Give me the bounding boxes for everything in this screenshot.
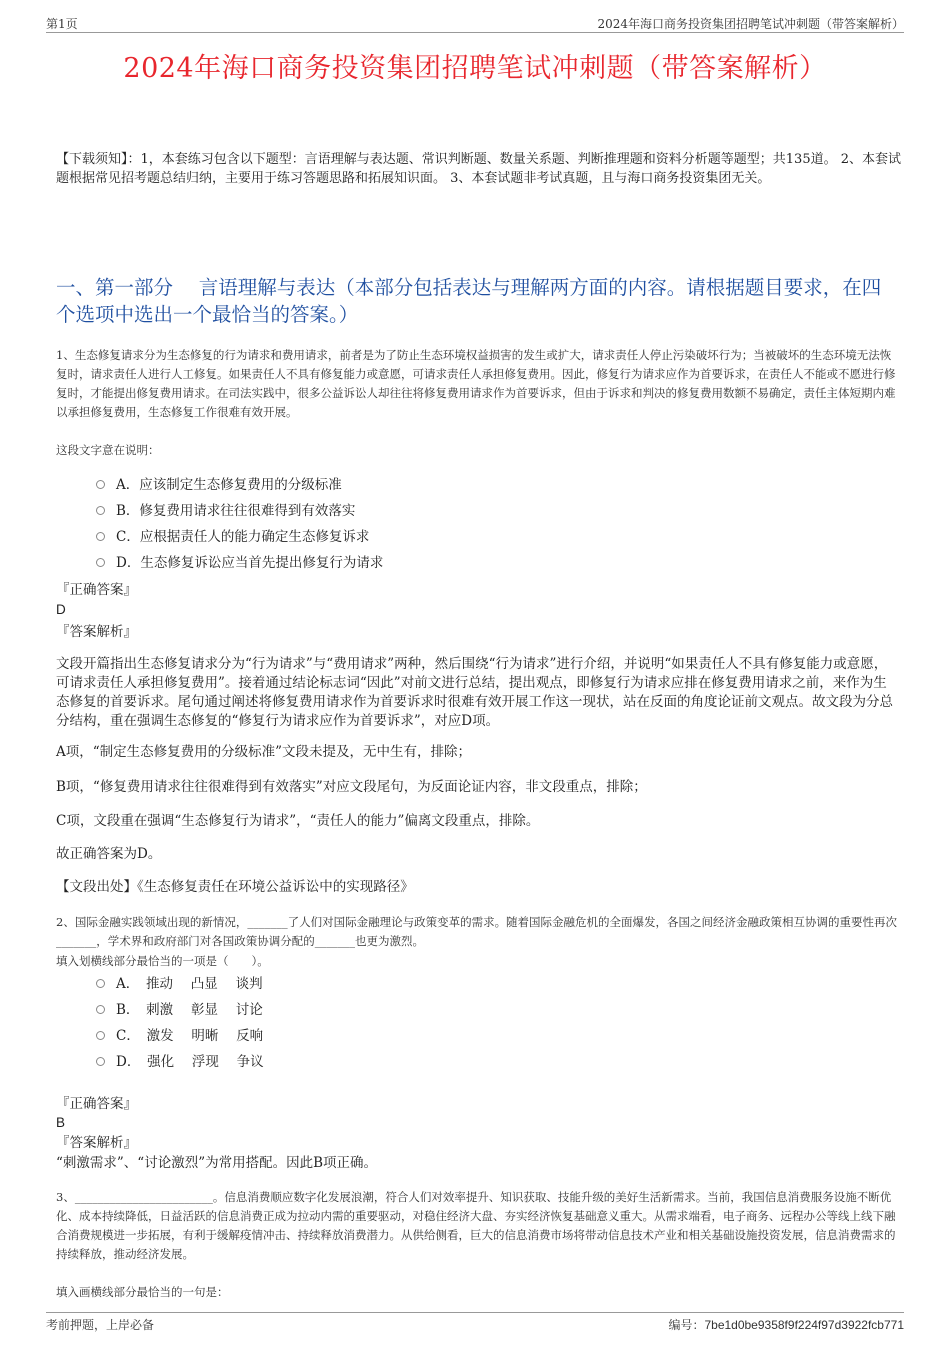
- answer-value: D: [56, 602, 66, 617]
- document-title: 2024年海口商务投资集团招聘笔试冲刺题（带答案解析）: [123, 53, 827, 84]
- question-3-prompt: 填入画横线部分最恰当的一句是：: [56, 1285, 229, 1299]
- option-b[interactable]: [96, 997, 264, 1023]
- radio-icon[interactable]: [96, 1031, 105, 1040]
- option-c[interactable]: [96, 524, 383, 550]
- option-label: C． 激发 明晰 反响: [116, 1028, 264, 1044]
- option-d[interactable]: [96, 550, 383, 576]
- option-label: B． 刺激 彰显 讨论: [116, 1002, 263, 1018]
- analysis-label: 『答案解析』: [56, 1135, 137, 1151]
- passage-source: 【文段出处】《生态修复责任在环境公益诉讼中的实现路径》: [56, 879, 414, 895]
- radio-icon[interactable]: [96, 979, 105, 988]
- option-a[interactable]: [96, 472, 383, 498]
- answer-value: B: [56, 1115, 66, 1130]
- question-3-stem: 3、________________________。信息消费顺应数字化发展浪潮，符合人们对效率提升、知识获取、技能升级的美好生活新需求。当前，我国信息消费服务设施不断优化、成本持续降低，日益活跃的信息消费正成为拉动内需的重要驱动，对稳住经济大盘、夯实经济恢复基础意义重大。从需求端看，电子商务、远程办公等线上线下融合消费规模进一步拓展，有利于缓解疫情冲击、持续释放消费潜力。从供给侧看，巨大的信息消费市场将带动信息技术产业和相关基础设施投资发展，信息消费需求的持续释放，推动经济发展。: [56, 1190, 896, 1261]
- option-label: D．生态修复诉讼应当首先提出修复行为请求: [116, 555, 384, 571]
- analysis-option-a: A项，“制定生态修复费用的分级标准”文段未提及，无中生有，排除；: [56, 744, 472, 760]
- section-heading: 一、第一部分 言语理解与表达（本部分包括表达与理解两方面的内容。请根据题目要求，在四个选项中选出一个最恰当的答案。）: [56, 276, 882, 326]
- answer-label: 『正确答案』: [56, 582, 137, 598]
- analysis-option-b: B项，“修复费用请求往往很难得到有效落实”对应文段尾句，为反面论证内容，非文段重点，排除；: [56, 779, 647, 795]
- option-label: B．修复费用请求往往很难得到有效落实: [116, 503, 356, 519]
- question-2-prompt: 填入划横线部分最恰当的一项是（ ）。: [56, 954, 269, 968]
- page-header: [46, 14, 904, 33]
- radio-icon[interactable]: [96, 532, 105, 541]
- option-b[interactable]: [96, 498, 383, 524]
- footer-serial: 编号：7be1d0be9358f9f224f97d3922fcb771: [668, 1318, 904, 1332]
- radio-icon[interactable]: [96, 480, 105, 489]
- question-2-options: [96, 971, 264, 1075]
- radio-icon[interactable]: [96, 558, 105, 567]
- question-1-prompt: 这段文字意在说明：: [56, 443, 160, 457]
- option-label: D． 强化 浮现 争议: [116, 1054, 264, 1070]
- answer-label: 『正确答案』: [56, 1096, 137, 1112]
- analysis-label: 『答案解析』: [56, 624, 137, 640]
- header-doc-title: 2024年海口商务投资集团招聘笔试冲刺题（带答案解析）: [597, 17, 904, 31]
- page-footer: [46, 1312, 904, 1333]
- option-a[interactable]: [96, 971, 264, 997]
- question-2-stem: 2、国际金融实践领域出现的新情况，_______了人们对国际金融理论与政策变革的需求。随着国际金融危机的全面爆发，各国之间经济金融政策相互协调的重要性再次_______，学术界和政府部门对各国政策协调分配的_______也更为激烈。: [56, 915, 898, 948]
- page-number: 第1页: [46, 17, 78, 31]
- download-notice: 【下载须知】：1，本套练习包含以下题型：言语理解与表达题、常识判断题、数量关系题、判断推理题和资料分析题等题型；共135道。 2、本套试题根据常见招考题总结归纳，主要用于练习答题思路和拓展知识面。 3、本套试题非考试真题，且与海口商务投资集团无关。: [56, 152, 901, 186]
- footer-slogan: 考前押题，上岸必备: [46, 1318, 155, 1332]
- analysis-option-c: C项，文段重在强调“生态修复行为请求”，“责任人的能力”偏离文段重点，排除。: [56, 813, 540, 829]
- option-d[interactable]: [96, 1049, 264, 1075]
- option-label: C．应根据责任人的能力确定生态修复诉求: [116, 529, 370, 545]
- question-1-options: [96, 472, 383, 576]
- analysis-paragraph: 文段开篇指出生态修复请求分为“行为请求”与“费用请求”两种，然后围绕“行为请求”进行介绍，并说明“如果责任人不具有修复能力或意愿，可请求责任人承担修复费用”。接着通过结论标志词“因此”对前文进行总结，提出观点，即修复行为请求应排在修复费用请求之前，来作为生态修复的首要诉求。尾句通过阐述将修复费用请求作为首要诉求时很难有效开展工作这一现状，站在反面的角度论证前文观点。故文段为分总分结构，重在强调生态修复的“修复行为请求应作为首要诉求”，对应D项。: [56, 656, 893, 729]
- option-c[interactable]: [96, 1023, 264, 1049]
- option-label: A．应该制定生态修复费用的分级标准: [116, 477, 342, 493]
- analysis-conclusion: 故正确答案为D。: [56, 846, 162, 862]
- radio-icon[interactable]: [96, 506, 105, 515]
- radio-icon[interactable]: [96, 1005, 105, 1014]
- analysis-paragraph: “刺激需求”、“讨论激烈”为常用搭配。因此B项正确。: [56, 1155, 378, 1171]
- option-label: A． 推动 凸显 谈判: [116, 976, 263, 992]
- radio-icon[interactable]: [96, 1057, 105, 1066]
- question-1-stem: 1、生态修复请求分为生态修复的行为请求和费用请求，前者是为了防止生态环境权益损害的发生或扩大，请求责任人停止污染破坏行为；当被破坏的生态环境无法恢复时，请求责任人进行人工修复。如果责任人不具有修复能力或意愿，可请求责任人承担修复费用。因此，修复行为请求应作为首要诉求，在责任人不能或不愿进行修复时，才能提出修复费用请求。在司法实践中，很多公益诉讼人却往往将修复费用请求作为首要诉求，但由于诉求和判决的修复费用数额不易确定，责任主体短期内难以承担修复费用，生态修复工作很难有效开展。: [56, 348, 896, 419]
